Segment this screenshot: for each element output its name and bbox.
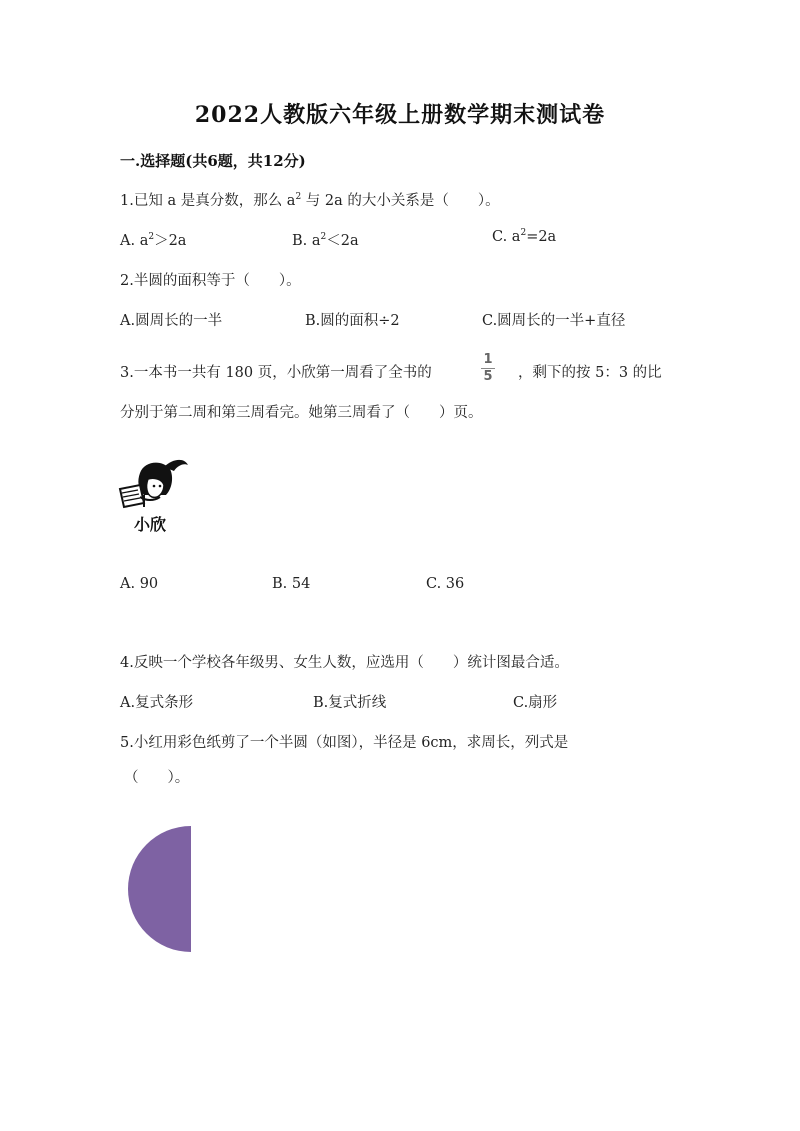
question-1 [120,189,500,210]
question-1-option-c [492,229,556,245]
question-1-text-a: 1.已知 a 是真分数，那么 a [120,193,296,209]
question-4-option-b: B.复式折线 [313,695,387,711]
fraction-denominator: 5 [483,369,493,384]
option-exponent: 2 [320,232,327,243]
question-5-line-1: 5.小红用彩色纸剪了一个半圆（如图），半径是 6cm，求周长，列式是 [120,735,569,751]
section-heading: 一.选择题(共6题，共12分) [120,152,306,170]
purple-semicircle-figure [128,826,194,952]
fraction-one-fifth [481,353,495,384]
question-1-option-b [292,229,359,250]
question-3-line-2: 分别于第二周和第三周看完。她第三周看了（ ）页。 [120,405,483,421]
page-title: 2022人教版六年级上册数学期末测试卷 [194,102,606,128]
question-1-text-b: 与 2a 的大小关系是（ ）。 [301,193,500,209]
illustration-caption: 小欣 [134,515,167,534]
option-label: C. a [492,229,521,245]
question-4: 4.反映一个学校各年级男、女生人数，应选用（ ）统计图最合适。 [120,655,569,671]
question-3-option-c: C. 36 [426,576,465,592]
question-3-option-b: B. 54 [272,576,311,592]
option-rest: ＜2a [326,233,359,249]
question-4-option-a: A.复式条形 [120,695,194,711]
option-rest: =2a [526,229,557,245]
question-1-option-a [120,229,186,250]
option-exponent: 2 [148,232,155,243]
question-1-exponent: 2 [295,192,302,203]
option-label: A. a [120,233,149,249]
question-3-option-a: A. 90 [120,576,159,592]
option-label: B. a [292,233,321,249]
question-2: 2.半圆的面积等于（ ）。 [120,273,301,289]
option-exponent: 2 [520,228,527,239]
question-3-line-1a: 3.一本书一共有 180 页，小欣第一周看了全书的 [120,365,432,381]
question-3-line-1b: ，剩下的按 5：3 的比 [518,365,662,381]
option-rest: ＞2a [154,233,187,249]
question-2-option-b: B.圆的面积÷2 [305,313,400,329]
question-2-option-c: C.圆周长的一半+直径 [482,313,626,329]
semicircle-shape [128,826,191,952]
fraction-numerator: 1 [483,352,493,367]
question-2-option-a: A.圆周长的一半 [120,313,223,329]
question-5-line-2: （ ）。 [124,770,190,786]
question-4-option-c: C.扇形 [513,695,558,711]
